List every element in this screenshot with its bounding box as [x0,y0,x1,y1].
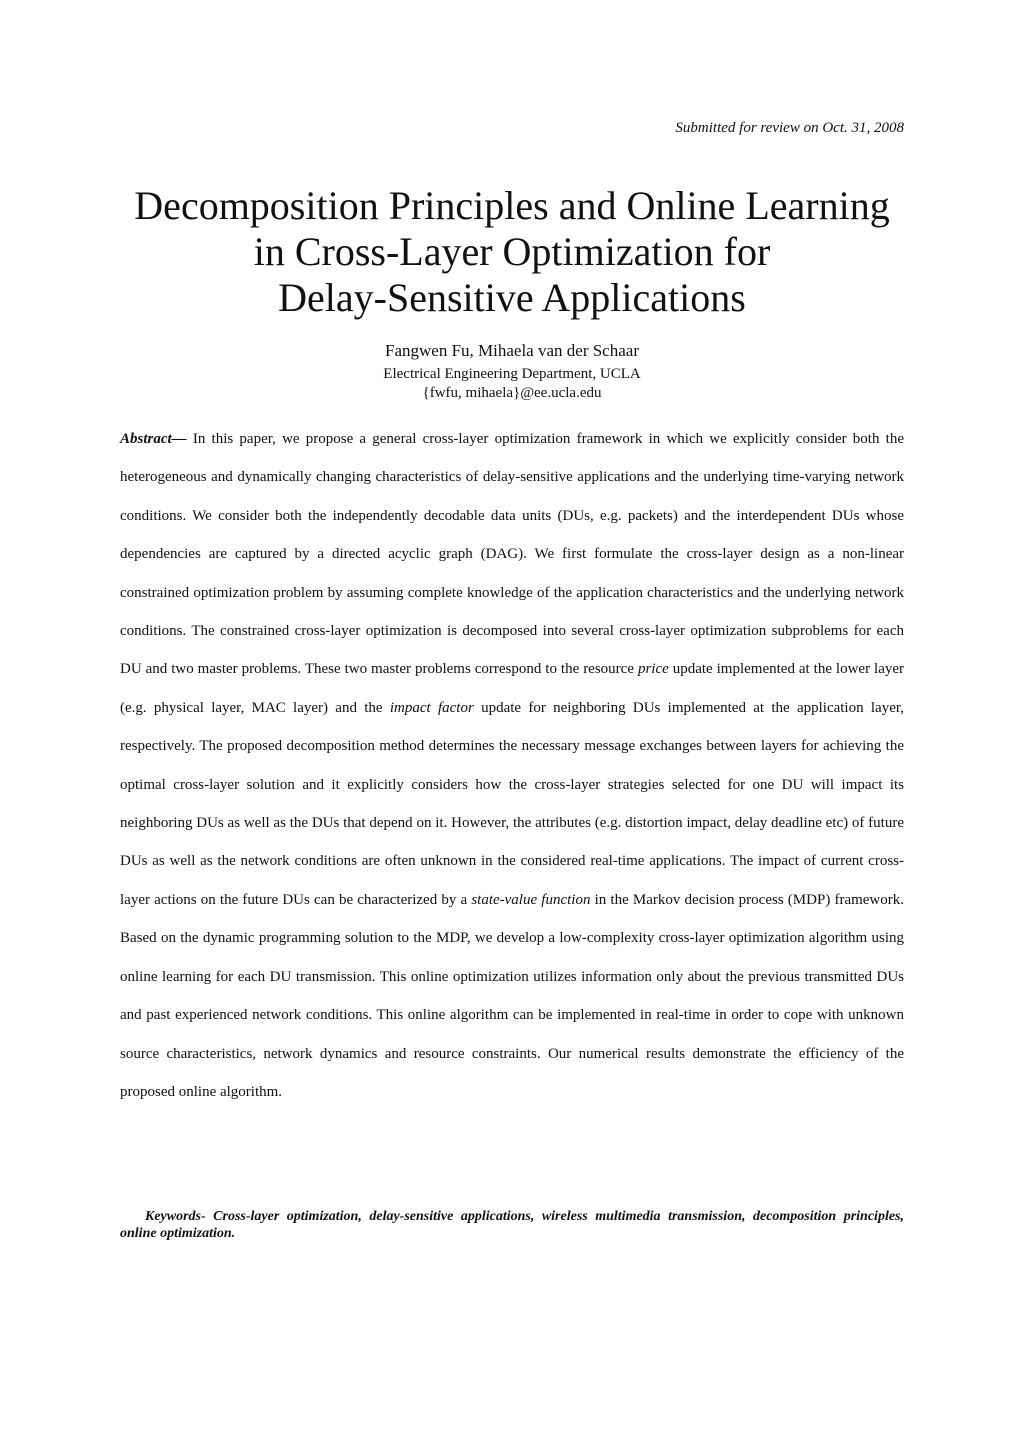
abstract [120,420,904,1111]
keywords: Keywords- Cross-layer optimization, delay-sensitive applications, wireless multimedia transmission, decomposition principles, online optimization. [120,1209,904,1241]
title-line-2: in Cross-Layer Optimization for [253,229,771,274]
abstract-emphasis-price: price [637,661,669,678]
abstract-text-2: update implemented at the lower layer (e.g. physical layer, MAC layer) and the [120,661,904,716]
author-affiliation: Electrical Engineering Department, UCLA [383,366,641,382]
title-line-1: Decomposition Principles and Online Learning [134,183,890,228]
abstract-emphasis-impact-factor: impact factor [389,699,474,716]
abstract-label: Abstract— [120,431,187,447]
title-line-3: Delay-Sensitive Applications [278,275,746,320]
submission-note: Submitted for review on Oct. 31, 2008 [675,120,904,136]
author-email: {fwfu, mihaela}@ee.ucla.edu [422,385,602,401]
abstract-text-3: update for neighboring DUs implemented at the application layer, respectively. The proposed decomposition method determines the necessary message exchanges between layers for achieving the optimal cross-layer solution and it explicitly considers how the cross-layer strategies selected for one DU will impact its neighboring DUs as well as the DUs that depend on it. However, the attributes (e.g. distortion impact, delay deadline etc) of future DUs as well as the network conditions are often unknown in the considered real-time applications. The impact of current cross-layer actions on the future DUs can be characterized by a [120,699,904,908]
abstract-text-1: In this paper, we propose a general cross-layer optimization framework in which we explicitly consider both the heterogeneous and dynamically changing characteristics of delay-sensitive applications and the underlying time-varying network conditions. We consider both the independently decodable data units (DUs, e.g. packets) and the interdependent DUs whose dependencies are captured by a directed acyclic graph (DAG). We first formulate the cross-layer design as a non-linear constrained optimization problem by assuming complete knowledge of the application characteristics and the underlying network conditions. The constrained cross-layer optimization is decomposed into several cross-layer optimization subproblems for each DU and two master problems. These two master problems correspond to the resource [120,431,904,678]
author-names: Fangwen Fu, Mihaela van der Schaar [385,341,639,360]
abstract-emphasis-state-value-function: state-value function [471,891,591,908]
paper-title [80,183,944,321]
abstract-text-4: in the Markov decision process (MDP) framework. Based on the dynamic programming solution to the MDP, we develop a low-complexity cross-layer optimization algorithm using online learning for each DU transmission. This online optimization utilizes information only about the previous transmitted DUs and past experienced network conditions. This online algorithm can be implemented in real-time in order to cope with unknown source characteristics, network dynamics and resource constraints. Our numerical results demonstrate the efficiency of the proposed online algorithm. [120,891,905,1100]
